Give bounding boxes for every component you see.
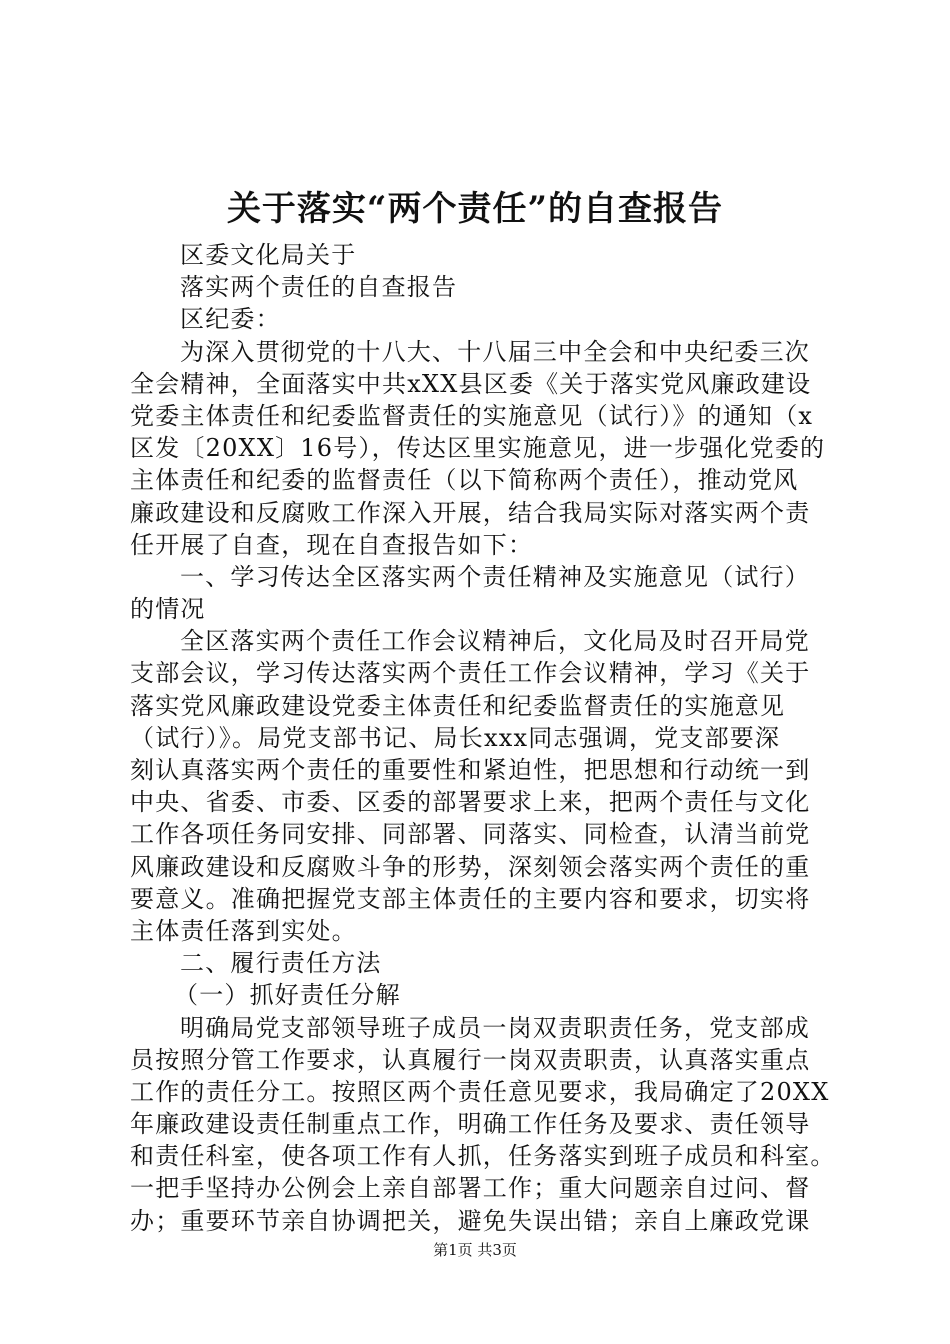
body-line: 风廉政建设和反腐败斗争的形势，深刻领会落实两个责任的重 [130,852,811,881]
body-line: 落实党风廉政建设党委主体责任和纪委监督责任的实施意见 [130,691,786,720]
body-line: 党委主体责任和纪委监督责任的实施意见（试行）》的通知（x [130,401,814,430]
body-line: 落实两个责任的自查报告 [180,273,458,302]
body-line: 中央、省委、市委、区委的部署要求上来，把两个责任与文化 [130,788,811,817]
body-line: 全会精神，全面落实中共xXX县区委《关于落实党风廉政建设 [130,369,812,398]
body-line: （试行）》。局党支部书记、局长xxx同志强调，党支部要深 [130,723,781,752]
body-line: 一、学习传达全区落实两个责任精神及实施意见（试行） [180,562,810,591]
body-line: 任开展了自查，现在自查报告如下： [130,530,534,559]
body-line: 的情况 [130,595,206,624]
body-line: 工作各项任务同安排、同部署、同落实、同检查，认清当前党 [130,820,811,849]
body-line: 全区落实两个责任工作会议精神后，文化局及时召开局党 [180,627,810,656]
body-line: 为深入贯彻党的十八大、十八届三中全会和中央纪委三次 [180,337,810,366]
page-number-footer: 第1页 共3页 [433,1241,517,1259]
body-line: 刻认真落实两个责任的重要性和紧迫性，把思想和行动统一到 [130,756,811,784]
body-line: 一把手坚持办公例会上亲自部署工作；重大问题亲自过问、督 [130,1174,811,1203]
body-line: 区委文化局关于 [180,241,357,269]
body-line: 和责任科室，使各项工作有人抓，任务落实到班子成员和科室。 [130,1142,836,1171]
body-line: 二、履行责任方法 [180,949,382,978]
document-body [130,239,850,1237]
body-line: 主体责任和纪委的监督责任（以下简称两个责任），推动党风 [130,466,799,495]
body-line: （一）抓好责任分解 [174,981,401,1010]
body-line: 区发〔20XX〕16号），传达区里实施意见，进一步强化党委的 [130,434,826,463]
body-line: 廉政建设和反腐败工作深入开展，结合我局实际对落实两个责 [130,498,811,527]
body-line: 办；重要环节亲自协调把关，避免失误出错；亲自上廉政党课 [130,1206,811,1235]
body-line: 明确局党支部领导班子成员一岗双责职责任务，党支部成 [180,1013,810,1042]
body-line: 员按照分管工作要求，认真履行一岗双责职责，认真落实重点 [130,1045,811,1074]
body-line: 年廉政建设责任制重点工作，明确工作任务及要求、责任领导 [130,1110,811,1139]
document-title: 关于落实“两个责任”的自查报告 [226,189,724,229]
body-line: 支部会议，学习传达落实两个责任工作会议精神，学习《关于 [130,659,811,688]
body-line: 要意义。准确把握党支部主体责任的主要内容和要求，切实将 [130,884,811,913]
body-line: 区纪委： [180,305,281,334]
body-line: 主体责任落到实处。 [130,916,357,945]
body-line: 工作的责任分工。按照区两个责任意见要求，我局确定了20XX [130,1077,830,1106]
